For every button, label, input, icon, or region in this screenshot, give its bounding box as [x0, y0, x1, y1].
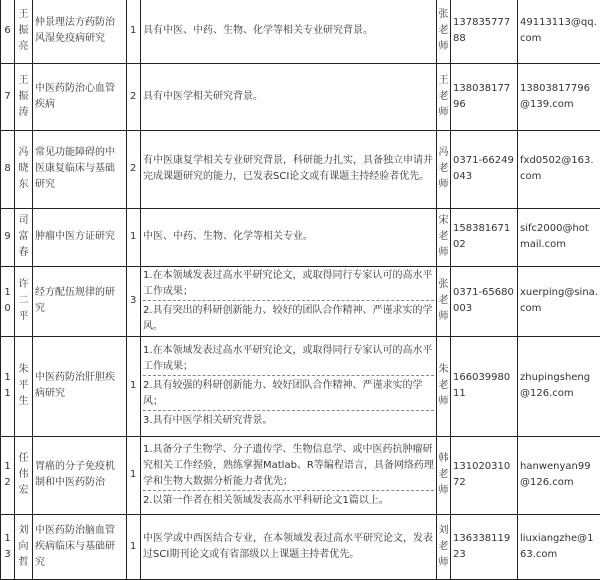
requirement-line: 具有中医、中药、生物、化学等相关专业研究背景。	[143, 23, 434, 39]
contact-phone-cell: 16603998011	[451, 336, 518, 436]
requirement-line: 有中医康复学相关专业研究背景，科研能力扎实，具备独立申请并完成课题研究的能力，已发表SCI论文或有课题主持经验者优先。	[143, 153, 434, 185]
contact-phone-cell: 13783577788	[451, 0, 518, 63]
contact-person-cell: 朱老师	[437, 336, 451, 436]
requirements-cell	[141, 208, 437, 266]
contact-phone-cell: 15838167102	[451, 208, 518, 266]
requirement-line: 中医学或中西医结合专业，在本领域发表过高水平研究论文，发表过SCI期刊论文或有省部级以上课题主持者优先。	[143, 531, 434, 563]
contact-email-cell: 49113113@qq.com	[518, 0, 600, 63]
requirements-cell	[141, 436, 437, 514]
contact-email-cell: zhupingsheng@126.com	[518, 336, 600, 436]
contact-email-cell: xuerping@sina.com	[518, 266, 600, 336]
research-topic-cell: 常见功能障碍的中医康复临床与基础研究	[33, 130, 127, 208]
table-row	[1, 208, 600, 266]
table-row	[1, 266, 600, 336]
requirements-cell	[141, 130, 437, 208]
supervisor-name-cell: 王振亮	[15, 0, 33, 63]
research-topic-cell: 中医药防治肝胆疾病研究	[33, 336, 127, 436]
row-number-cell: 10	[1, 266, 15, 336]
contact-person-cell: 王老师	[437, 63, 451, 130]
research-topic-cell: 中医药防治心血管疾病	[33, 63, 127, 130]
requirement-line: 2.具有突出的科研创新能力、较好的团队合作精神、严谨求实的学风。	[143, 300, 434, 335]
contact-person-cell: 冯老师	[437, 130, 451, 208]
contact-email-cell: liuxiangzhe@163.com	[518, 514, 600, 579]
contact-phone-cell: 0371-66249043	[451, 130, 518, 208]
table-row	[1, 436, 600, 514]
supervisor-name-cell: 冯晓东	[15, 130, 33, 208]
contact-phone-cell: 13803817796	[451, 63, 518, 130]
requirements-cell	[141, 336, 437, 436]
table-row	[1, 336, 600, 436]
contact-phone-cell: 0371-65680003	[451, 266, 518, 336]
position-count-cell: 1	[127, 208, 141, 266]
requirements-cell	[141, 0, 437, 63]
supervisor-name-cell: 朱平生	[15, 336, 33, 436]
research-topic-cell: 胃癌的分子免疫机制和中医药防治	[33, 436, 127, 514]
contact-person-cell: 韩老师	[437, 436, 451, 514]
contact-person-cell: 张老师	[437, 0, 451, 63]
supervisor-name-cell: 王振涛	[15, 63, 33, 130]
contact-email-cell: sifc2000@hotmail.com	[518, 208, 600, 266]
contact-person-cell: 刘老师	[437, 514, 451, 579]
table-row	[1, 514, 600, 579]
supervisor-name-cell: 任伟宏	[15, 436, 33, 514]
position-count-cell: 1	[127, 436, 141, 514]
position-count-cell: 1	[127, 336, 141, 436]
supervisor-name-cell: 许二平	[15, 266, 33, 336]
row-number-cell: 12	[1, 436, 15, 514]
position-count-cell: 1	[127, 514, 141, 579]
requirement-line: 2.以第一作者在相关领域发表高水平科研论文1篇以上。	[143, 490, 434, 509]
requirements-cell	[141, 63, 437, 130]
table-body	[1, 0, 600, 579]
research-topic-cell: 仲景理法方药防治风湿免疫病研究	[33, 0, 127, 63]
position-count-cell: 1	[127, 0, 141, 63]
contact-person-cell: 张老师	[437, 266, 451, 336]
supervisor-name-cell: 司富春	[15, 208, 33, 266]
row-number-cell: 8	[1, 130, 15, 208]
row-number-cell: 13	[1, 514, 15, 579]
requirement-line: 具有中医学相关研究背景。	[143, 89, 434, 105]
contact-phone-cell: 13633811923	[451, 514, 518, 579]
research-topic-cell: 中医药防治脑血管疾病临床与基础研究	[33, 514, 127, 579]
position-count-cell: 2	[127, 130, 141, 208]
row-number-cell: 11	[1, 336, 15, 436]
table-row	[1, 0, 600, 63]
row-number-cell: 9	[1, 208, 15, 266]
requirement-line: 中医、中药、生物、化学等相关专业。	[143, 229, 434, 245]
table-row	[1, 63, 600, 130]
supervisor-name-cell: 刘向哲	[15, 514, 33, 579]
requirements-cell	[141, 514, 437, 579]
table-row	[1, 130, 600, 208]
contact-email-cell: hanwenyan99@126.com	[518, 436, 600, 514]
contact-email-cell: fxd0502@163.com	[518, 130, 600, 208]
research-topic-cell: 肿瘤中医方证研究	[33, 208, 127, 266]
position-count-cell: 3	[127, 266, 141, 336]
row-number-cell: 6	[1, 0, 15, 63]
contact-person-cell: 宋老师	[437, 208, 451, 266]
research-topic-cell: 经方配伍规律的研究	[33, 266, 127, 336]
contact-email-cell: 13803817796@139.com	[518, 63, 600, 130]
requirement-line: 1.在本领域发表过高水平研究论文，或取得同行专家认可的高水平工作成果；	[143, 268, 434, 300]
requirements-cell	[141, 266, 437, 336]
row-number-cell: 7	[1, 63, 15, 130]
contact-phone-cell: 13102031072	[451, 436, 518, 514]
requirement-line: 1.在本领域发表过高水平研究论文，或取得同行专家认可的高水平工作成果；	[143, 343, 434, 375]
position-count-cell: 2	[127, 63, 141, 130]
requirement-line: 2.具有较强的科研创新能力、较好团队合作精神、严谨求实的学风；	[143, 375, 434, 410]
requirement-line: 1.具备分子生物学、分子遗传学、生物信息学、或中医药抗肿瘤研究相关工作经验，熟练掌握Matlab、R等编程语言，具备网络药理学和生物大数据分析能力者优先；	[143, 442, 434, 490]
requirement-line: 3.具有中医学相关研究背景。	[143, 410, 434, 429]
